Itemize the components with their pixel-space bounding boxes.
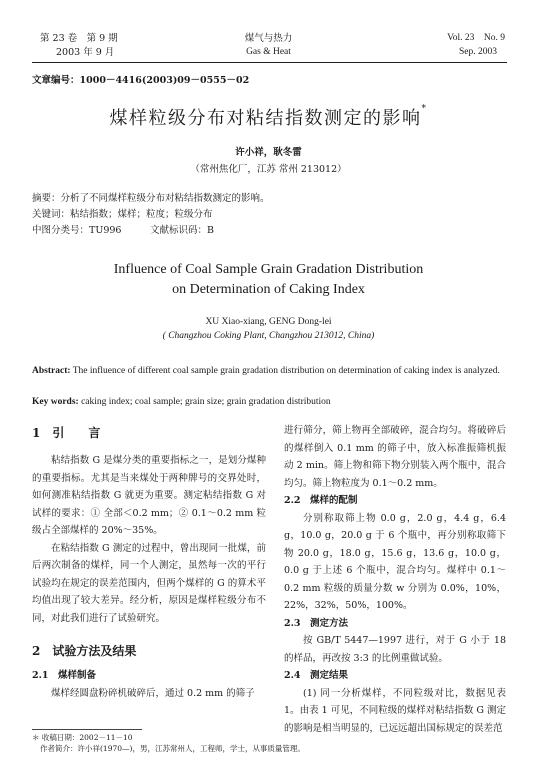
abstract-en-text: The influence of different coal sample grain gradation distribution on determination of caking index is analyzed. xyxy=(70,366,500,376)
article-number: 文章编号：1000－4416(2003)09－0555－02 xyxy=(32,75,250,86)
keywords-en xyxy=(32,395,502,409)
paragraph: 按 GB/T 5447—1997 进行，对于 G 小于 18 的样品，再改按 3:3 的比例重做试验。 xyxy=(284,635,506,664)
page-title xyxy=(0,104,537,130)
keywords-en-label: Key words: xyxy=(32,397,79,407)
title-en-line1: Influence of Coal Sample Grain Gradation Distribution xyxy=(113,262,424,277)
subsection-2-1-heading: 2.1 煤样制备 xyxy=(32,670,97,681)
affiliation-en: ( Changzhou Coking Plant, Changzhou 213012, China) xyxy=(162,331,375,341)
header-rule xyxy=(32,62,507,63)
paragraph: (1) 同一分析煤样，不同粒级对比，数据见表 1。由表 1 可见，不同粒级的煤样对粘结指数 G 测定的影响是相当明显的，已远远超出国标规定的误差范 xyxy=(284,687,506,734)
footnote-author-bio: 作者简介：许小祥(1970—)，男，江苏常州人，工程师，学士，从事质量管理。 xyxy=(40,744,305,753)
title-cn: 煤样粒级分布对粘结指数测定的影响 xyxy=(109,108,422,129)
right-column xyxy=(284,422,506,737)
subsection-2-4-heading: 2.4 测定结果 xyxy=(284,670,349,681)
section-1-heading: 1 引 言 xyxy=(32,426,101,440)
authors-cn: 许小祥，耿冬雷 xyxy=(235,147,302,158)
journal-volume-en: Vol. 23 No. 9 xyxy=(447,33,505,43)
subsection-2-2-heading: 2.2 煤样的配制 xyxy=(284,495,358,506)
footnote-rule xyxy=(32,729,142,730)
abstract-en-label: Abstract: xyxy=(32,366,71,376)
section-2-heading: 2 试验方法及结果 xyxy=(32,644,137,658)
journal-volume: 第 23 卷 第 9 期 xyxy=(40,33,118,44)
paragraph: 粘结指数 G 是煤分类的重要指标之一，是划分煤种的重要指标。尤其是当来煤处于两种牌号的交界处时，如何测准粘结指数 G 就更为重要。测定粘结指数 G 对试样的要求：① 全部＜0.2 mm；② 0.1～0.2 mm 粒级占全部煤样的 20%～35%。 xyxy=(32,455,266,536)
classification: 中图分类号：TU996 文献标识码：B xyxy=(32,225,214,236)
title-footnote-marker: * xyxy=(421,104,428,114)
keywords-en-text: caking index; coal sample; grain size; grain gradation distribution xyxy=(78,397,331,407)
paragraph: 在粘结指数 G 测定的过程中，曾出现同一批煤，前后两次制备的煤样，同一个人测定，虽然每一次的平行试验均在规定的误差范围内，但两个煤样的 G 的算术平均值出现了较大差异。经分析，原因是煤样粒级分布不同，对此我们进行了试验研究。 xyxy=(32,542,266,624)
footnote-received: ＊ 收稿日期：2002－11－10 xyxy=(32,733,133,742)
journal-date: 2003 年 9 月 xyxy=(56,47,115,58)
paragraph: 煤样经圆盘粉碎机破碎后，通过 0.2 mm 的筛子 xyxy=(51,687,255,699)
journal-name-cn: 煤气与热力 xyxy=(244,33,293,44)
affiliation-cn: （常州焦化厂，江苏 常州 213012） xyxy=(190,164,347,175)
paragraph: 分别称取筛上物 0.0 g，2.0 g，4.4 g，6.4 g，10.0 g，20.0 g 于 6 个瓶中，再分别称取筛下物 20.0 g，18.0 g，15.6 g，13.6 g，10.0 g，0.0 g 于上述 6 个瓶中，混合均匀。煤样中 0.1～0.2 mm 粒级的质量分数 w 分别为 0.0%，10%，22%，32%，50%，100%。 xyxy=(284,512,506,611)
authors-en: XU Xiao-xiang, GENG Dong-lei xyxy=(205,317,332,327)
abstract-en xyxy=(32,364,502,378)
journal-date-en: Sep. 2003 xyxy=(459,47,497,57)
subsection-2-3-heading: 2.3 测定方法 xyxy=(284,617,349,629)
journal-name-en: Gas & Heat xyxy=(246,47,291,57)
left-column xyxy=(32,422,266,702)
title-en-line2: on Determination of Caking Index xyxy=(172,282,365,297)
abstract-cn: 摘要：分析了不同煤样粒级分布对粘结指数测定的影响。 xyxy=(32,193,270,204)
keywords-cn: 关键词：粘结指数；煤样；粒度；粒级分布 xyxy=(32,209,213,220)
paragraph: 进行筛分，筛上物再全部破碎，混合均匀。将破碎后的煤样倒入 0.1 mm 的筛子中，放入标准振筛机振动 2 min。筛上物和筛下物分别装入两个瓶中，混合均匀。筛上物粒度为 0.1～0.2 mm。 xyxy=(284,425,506,489)
